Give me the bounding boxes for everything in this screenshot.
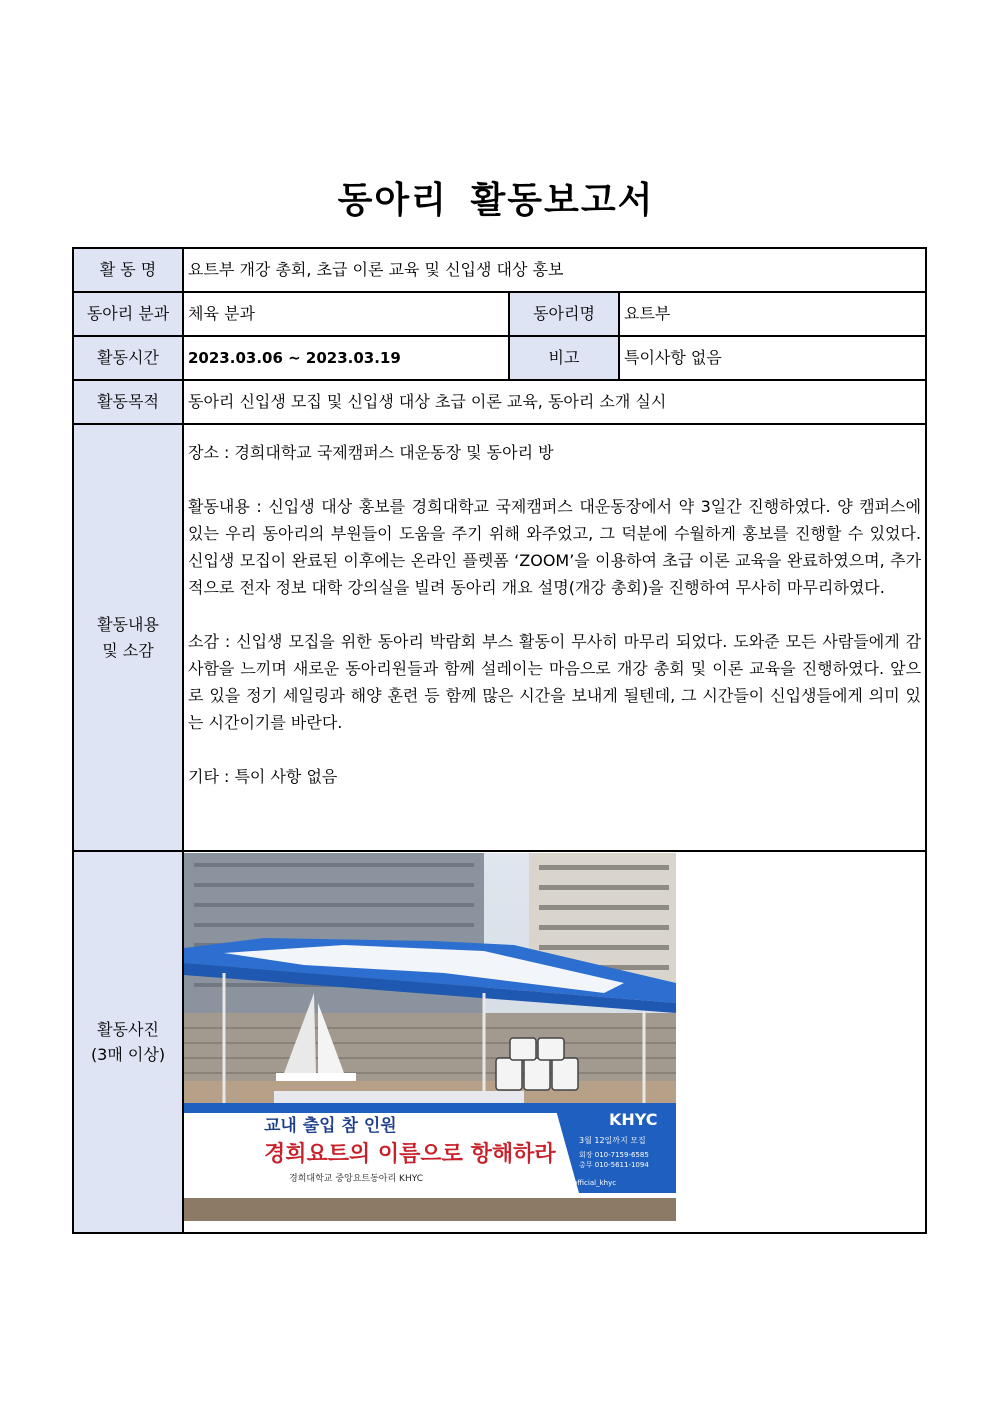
banner-secretary: 총무 010-5611-1094 — [579, 1161, 649, 1169]
label-content-line1: 활동내용 — [97, 615, 159, 635]
value-purpose: 동아리 신입생 모집 및 신입생 대상 초급 이론 교육, 동아리 소개 실시 — [183, 380, 926, 424]
value-photos — [183, 851, 926, 1233]
value-activity-name: 요트부 개강 총회, 초급 이론 교육 및 신입생 대상 홍보 — [183, 248, 926, 292]
value-content — [183, 424, 926, 851]
label-period: 활동시간 — [73, 336, 183, 380]
content-activity: 활동내용 : 신입생 대상 홍보를 경희대학교 국제캠퍼스 대운동장에서 약 3일간 진행하였다. 양 캠퍼스에 있는 우리 동아리의 부원들이 도움을 주기 위해 와주었고, 그 덕분에 수월하게 홍보를 진행할 수 있었다. 신입생 모집이 완료된 이후에는 온라인 플렛폼 ‘ZOOM’을 이용하여 초급 이론 교육을 완료하였으며, 추가적으로 전자 정보 대학 강의실을 빌려 동아리 개요 설명(개강 총회)을 진행하여 무사히 마무리하였다. — [188, 497, 922, 597]
label-remarks: 비고 — [509, 336, 619, 380]
row-division — [73, 292, 926, 336]
photo-scene — [184, 853, 676, 1221]
value-club-name: 요트부 — [619, 292, 926, 336]
page-title: 동아리 활동보고서 — [337, 180, 655, 221]
label-content-line2: 및 소감 — [102, 640, 154, 660]
activity-photo — [184, 853, 676, 1221]
content-impression: 소감 : 신입생 모집을 위한 동아리 박람회 부스 활동이 무사히 마무리 되었다. 도와준 모든 사람들에게 감사함을 느끼며 새로운 동아리원들과 함께 설레이는 마음으로 개강 총회 및 이론 교육을 진행하였다. 앞으로 있을 정기 세일링과 해양 훈련 등 함께 많은 시간을 보내게 될텐데, 그 시간들이 신입생들에게 의미 있는 시간이기를 바란다. — [188, 632, 922, 732]
banner-deadline: 3월 12일까지 모집 — [579, 1136, 646, 1145]
banner-logo: KHYC — [609, 1110, 658, 1129]
banner-sub-text: 경희대학교 중앙요트동아리 KHYC — [289, 1174, 424, 1184]
value-period: 2023.03.06 ~ 2023.03.19 — [183, 336, 509, 380]
label-photos — [73, 851, 183, 1233]
report-table — [72, 247, 927, 1234]
row-content — [73, 424, 926, 851]
label-activity-name: 활 동 명 — [73, 248, 183, 292]
banner-chair: 회장 010-7159-6585 — [579, 1151, 649, 1159]
banner-main-text: 경희요트의 이름으로 항해하라 — [264, 1141, 556, 1167]
row-activity-name — [73, 248, 926, 292]
label-division: 동아리 분과 — [73, 292, 183, 336]
label-club-name: 동아리명 — [509, 292, 619, 336]
value-division: 체육 분과 — [183, 292, 509, 336]
banner-sns: @official_khyc — [566, 1179, 617, 1187]
banner-top-partial: 교내 출입 참 인원 — [264, 1116, 397, 1136]
label-photos-line1: 활동사진 — [97, 1019, 159, 1039]
value-remarks: 특이사항 없음 — [619, 336, 926, 380]
row-photos — [73, 851, 926, 1233]
row-purpose — [73, 380, 926, 424]
content-place: 장소 : 경희대학교 국제캠퍼스 대운동장 및 동아리 방 — [188, 443, 554, 462]
content-other: 기타 : 특이 사항 없음 — [188, 767, 338, 786]
label-photos-line2: (3매 이상) — [90, 1045, 166, 1064]
row-period — [73, 336, 926, 380]
label-purpose: 활동목적 — [73, 380, 183, 424]
label-content — [73, 424, 183, 851]
